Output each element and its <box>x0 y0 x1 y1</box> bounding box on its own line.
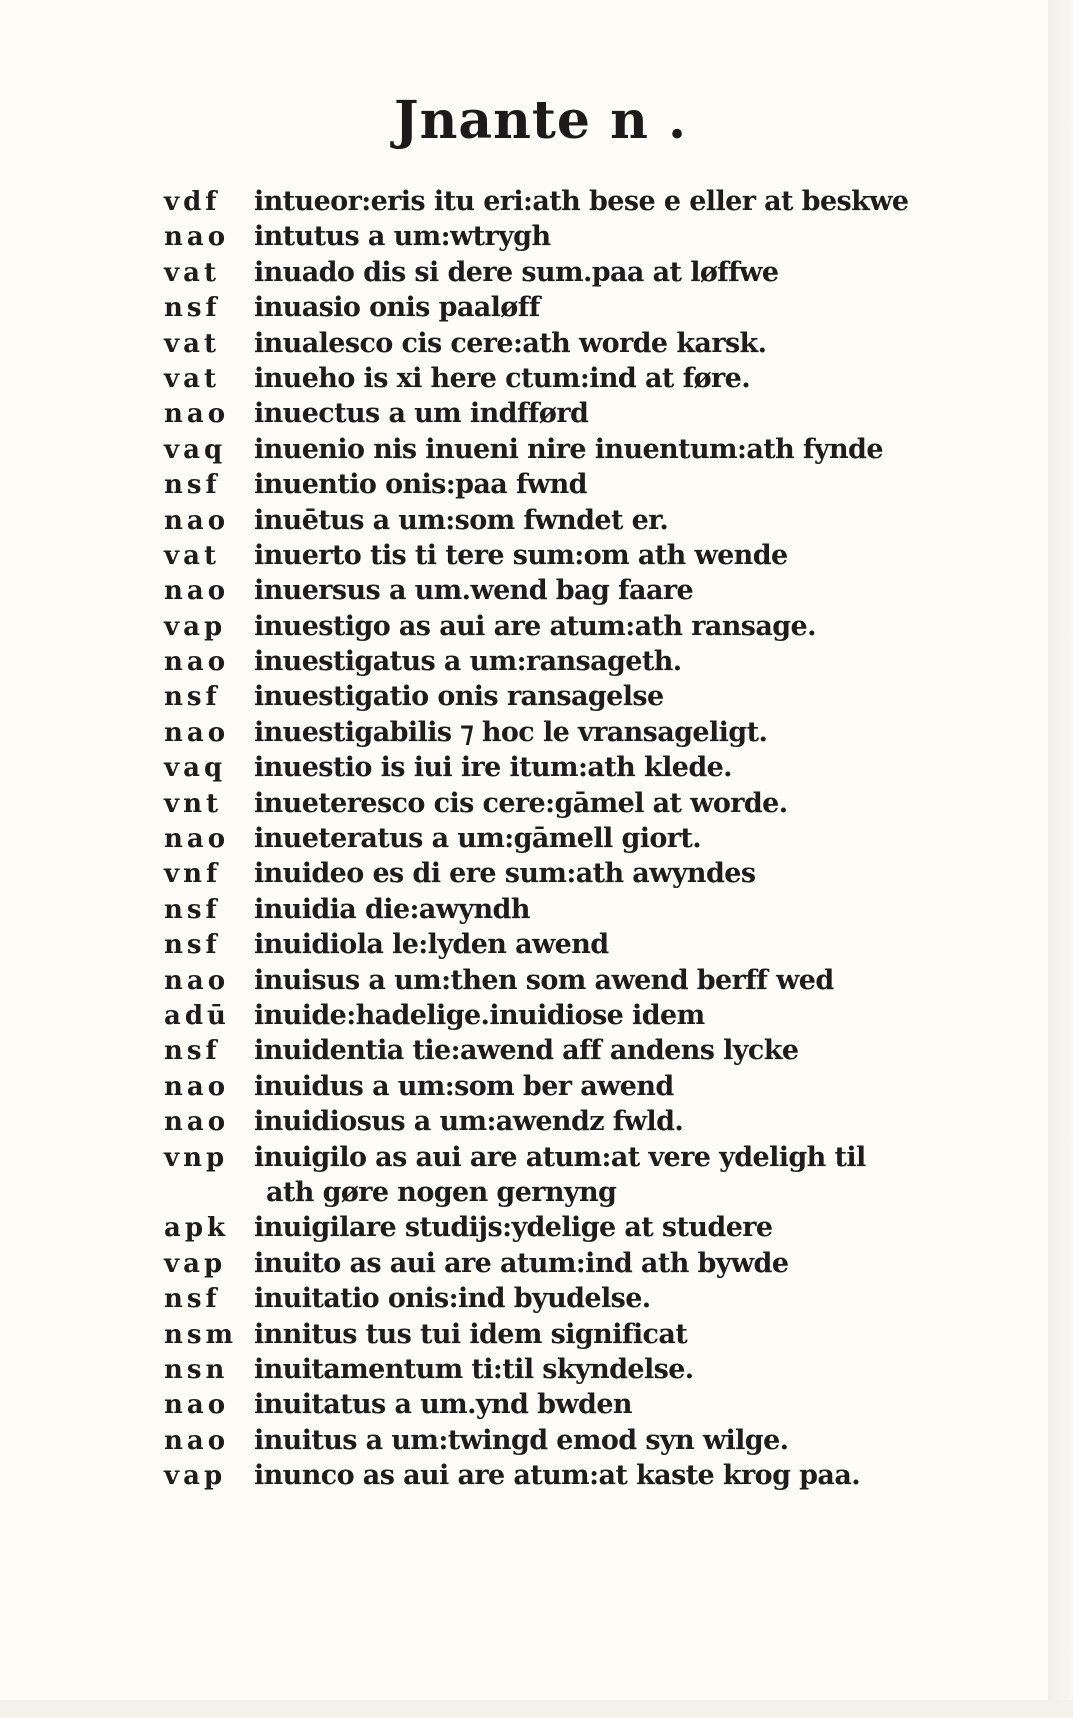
dictionary-entry <box>164 1458 924 1493</box>
dictionary-entry <box>164 538 924 573</box>
dictionary-entry <box>164 609 924 644</box>
dictionary-entry <box>164 821 924 856</box>
entry-continuation <box>164 1175 924 1210</box>
grammar-tag: vat <box>164 363 220 394</box>
grammar-tag: adū <box>164 1000 230 1031</box>
dictionary-entry <box>164 892 924 927</box>
grammar-tag: nao <box>164 222 230 253</box>
entry-text: inuestigo as aui are atum:ath ransage. <box>254 610 816 642</box>
dictionary-entry <box>164 573 924 608</box>
grammar-tag: nao <box>164 576 230 607</box>
grammar-tag: nao <box>164 647 230 678</box>
dictionary-entry <box>164 750 924 785</box>
entry-text: inualesco cis cere:ath worde karsk. <box>254 327 767 359</box>
running-head: Jnante n . <box>394 90 688 151</box>
entry-text: inuidia die:awyndh <box>254 893 530 925</box>
entry-text: inuestigatio onis ransagelse <box>254 681 664 713</box>
grammar-tag: vap <box>164 1461 227 1492</box>
dictionary-entry <box>164 679 924 714</box>
grammar-tag: vdf <box>164 187 221 217</box>
dictionary-entry <box>164 927 924 962</box>
entry-text: intutus a um:wtrygh <box>254 221 551 253</box>
dictionary-entry <box>164 998 924 1033</box>
dictionary-entry <box>164 432 924 467</box>
entry-text: inuideo es di ere sum:ath awyndes <box>254 858 756 890</box>
dictionary-entry <box>164 715 924 750</box>
dictionary-entry <box>164 1281 924 1316</box>
entry-text: inuisus a um:then som awend berff wed <box>254 964 834 996</box>
dictionary-entry <box>164 786 924 821</box>
grammar-tag: nsn <box>164 1354 229 1385</box>
grammar-tag: vap <box>164 1248 227 1279</box>
entry-text: inuestio is iui ire itum:ath klede. <box>254 752 732 784</box>
grammar-tag: nsm <box>164 1319 238 1350</box>
dictionary-entry <box>164 856 924 891</box>
entry-text: inuito as aui are atum:ind ath bywde <box>254 1247 789 1279</box>
entry-text: inuestigatus a um:ransageth. <box>254 646 682 678</box>
dictionary-entry <box>164 1317 924 1352</box>
dictionary-entry <box>164 219 924 254</box>
dictionary-entry <box>164 1069 924 1104</box>
grammar-tag: vat <box>164 328 220 359</box>
entry-list <box>164 184 924 1493</box>
entry-text: inueteratus a um:gāmell giort. <box>254 823 702 855</box>
entry-text: inuitamentum ti:til skyndelse. <box>254 1353 694 1385</box>
entry-text: innitus tus tui idem significat <box>254 1318 688 1350</box>
grammar-tag: nao <box>164 399 230 430</box>
entry-text: inuentio onis:paa fwnd <box>254 469 587 501</box>
entry-text: inuigilo as aui are atum:at vere ydeligh til <box>254 1141 866 1173</box>
entry-text: inuidiola le:lyden awend <box>254 929 609 961</box>
grammar-tag: apk <box>164 1213 230 1244</box>
dictionary-entry <box>164 361 924 396</box>
grammar-tag: vnf <box>164 859 222 890</box>
grammar-tag: nsf <box>164 293 221 324</box>
entry-text: inuētus a um:som fwndet er. <box>254 504 669 536</box>
dictionary-entry <box>164 326 924 361</box>
entry-text: inueho is xi here ctum:ind at føre. <box>254 362 750 394</box>
entry-text: inuitatio onis:ind byudelse. <box>254 1283 651 1315</box>
dictionary-entry <box>164 1387 924 1422</box>
grammar-tag: nao <box>164 1107 230 1138</box>
dictionary-entry <box>164 1104 924 1139</box>
entry-text: inuigilare studijs:ydelige at studere <box>254 1212 773 1244</box>
grammar-tag: vnp <box>164 1142 229 1173</box>
grammar-tag: vat <box>164 257 220 288</box>
grammar-tag: nao <box>164 1390 230 1421</box>
dictionary-entry <box>164 290 924 325</box>
dictionary-entry <box>164 467 924 502</box>
grammar-tag: nsf <box>164 470 221 501</box>
entry-text: inuidentia tie:awend aff andens lycke <box>254 1035 799 1067</box>
entry-text: inuitatus a um.ynd bwden <box>254 1389 632 1421</box>
entry-text: inuestigabilis ⁊ hoc le vransageligt. <box>254 716 768 748</box>
entry-text: inuado dis si dere sum.paa at løffwe <box>254 256 779 288</box>
entry-text: inuitus a um:twingd emod syn wilge. <box>254 1424 789 1456</box>
entry-text: inuide:hadelige.inuidiose idem <box>254 999 705 1031</box>
grammar-tag: nao <box>164 717 230 748</box>
entry-text: inuersus a um.wend bag faare <box>254 575 694 607</box>
dictionary-entry <box>164 963 924 998</box>
entry-text: inuectus a um indfførd <box>254 398 589 430</box>
dictionary-entry <box>164 184 924 219</box>
scan-edge-right <box>1048 0 1073 1718</box>
dictionary-entry <box>164 644 924 679</box>
entry-text: intueor:eris itu eri:ath bese e eller at beskwe <box>254 186 909 217</box>
dictionary-entry <box>164 1140 924 1175</box>
dictionary-entry <box>164 1352 924 1387</box>
grammar-tag: nsf <box>164 1284 221 1315</box>
grammar-tag: vat <box>164 540 220 571</box>
dictionary-entry <box>164 1423 924 1458</box>
dictionary-entry <box>164 396 924 431</box>
grammar-tag: vnt <box>164 788 223 819</box>
grammar-tag: vap <box>164 611 227 642</box>
grammar-tag: nsf <box>164 894 221 925</box>
entry-text: ath gøre nogen gernyng <box>266 1176 617 1208</box>
grammar-tag: nao <box>164 824 230 855</box>
grammar-tag: nao <box>164 1425 230 1456</box>
grammar-tag: nsf <box>164 1036 221 1067</box>
dictionary-entry <box>164 1246 924 1281</box>
dictionary-entry <box>164 503 924 538</box>
entry-text: inuasio onis paaløff <box>254 292 540 324</box>
grammar-tag: nsf <box>164 930 221 961</box>
dictionary-entry <box>164 1210 924 1245</box>
grammar-tag: nao <box>164 1071 230 1102</box>
dictionary-entry <box>164 255 924 290</box>
entry-text: inuerto tis ti tere sum:om ath wende <box>254 539 788 571</box>
grammar-tag: nao <box>164 965 230 996</box>
entry-text: inuidiosus a um:awendz fwld. <box>254 1106 684 1138</box>
dictionary-entry <box>164 1033 924 1068</box>
entry-text: inuidus a um:som ber awend <box>254 1070 674 1102</box>
entry-text: inueteresco cis cere:gāmel at worde. <box>254 787 788 819</box>
entry-text: inunco as aui are atum:at kaste krog paa. <box>254 1460 861 1492</box>
grammar-tag: nsf <box>164 682 221 713</box>
grammar-tag: nao <box>164 505 230 536</box>
entry-text: inuenio nis inueni nire inuentum:ath fynde <box>254 433 883 465</box>
grammar-tag: vaq <box>164 434 227 465</box>
scan-edge-bottom <box>0 1700 1073 1718</box>
grammar-tag: vaq <box>164 753 227 784</box>
